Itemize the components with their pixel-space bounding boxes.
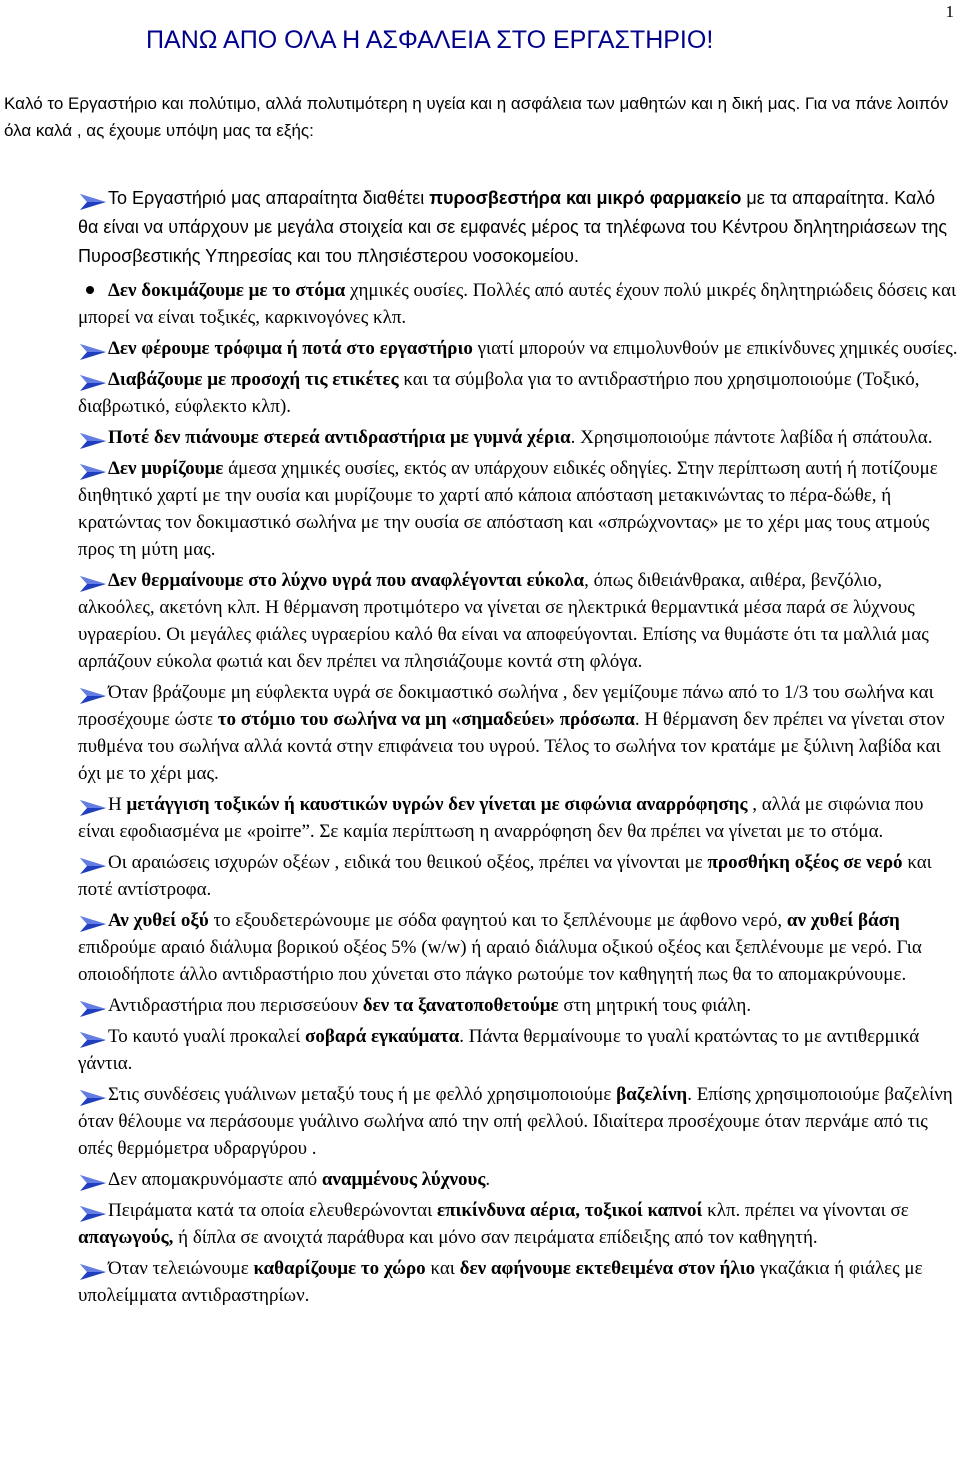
safety-rules-list: [78, 184, 958, 1313]
rule-text: χημικές ουσίες. Πολλές από αυτές έχουν πολύ μικρές δηλητηριώδεις δόσεις και μπορεί να είναι τοξικές, καρκινογόνες κλπ.: [78, 280, 957, 328]
rule-emphasis: πυροσβεστήρα και μικρό φαρμακείο: [429, 188, 742, 208]
rule-emphasis: αναμμένους λύχνους: [321, 1169, 486, 1190]
arrow-bullet-icon: [80, 1087, 106, 1114]
rule-text: Αντιδραστήρια που περισσεύουν: [108, 995, 363, 1016]
arrow-bullet-icon: [80, 372, 106, 399]
rule-text: Πειράματα κατά τα οποία ελευθερώνονται: [108, 1200, 437, 1221]
arrow-bullet-icon: [80, 1172, 106, 1199]
arrow-bullet-icon: [80, 685, 106, 712]
rule-text: . Επίσης χρησιμοποιούμε βαζελίνη όταν θέλουμε να περάσουμε γυάλινο σωλήνα από την οπή φελλού. Ιδιαίτερα προσέχουμε όταν περνάμε από τις οπές θερμόμετρα υδραργύρου .: [78, 1084, 953, 1159]
safety-rule-item: [78, 1166, 958, 1193]
rule-emphasis: προσθήκη οξέος σε νερό: [707, 852, 903, 873]
safety-rule-item: [78, 424, 958, 451]
arrow-bullet-icon: [80, 797, 106, 824]
arrow-bullet-icon: [80, 998, 106, 1025]
arrow-bullet-icon: [80, 461, 106, 488]
safety-rule-item: [78, 1081, 958, 1162]
rule-text: Όταν βράζουμε μη εύφλεκτα υγρά σε δοκιμαστικό σωλήνα , δεν γεμίζουμε πάνω από το 1/3 του σωλήνα και προσέχουμε ώστε: [78, 682, 934, 730]
rule-text: Δεν απομακρυνόμαστε από: [108, 1169, 322, 1190]
arrow-bullet-icon: [80, 1029, 106, 1056]
safety-rule-item: [78, 184, 958, 271]
safety-rule-item: [78, 567, 958, 675]
safety-rule-item: [78, 849, 958, 903]
rule-text: Στις συνδέσεις γυάλινων μεταξύ τους ή με φελλό χρησιμοποιούμε: [108, 1084, 617, 1105]
page-number: 1: [945, 2, 954, 21]
safety-rule-item: [78, 455, 958, 563]
rule-text: . Χρησιμοποιούμε πάντοτε λαβίδα ή σπάτουλα.: [570, 427, 933, 448]
safety-rule-item: [78, 277, 958, 331]
rule-text: .: [485, 1169, 491, 1190]
rule-text: , όπως διθειάνθρακα, αιθέρα, βενζόλιο, αλκοόλες, ακετόνη κλπ. Η θέρμανση προτιμότερο να γίνεται σε ηλεκτρικά θερμαντικά μέσα παρά σε λύχνους υγραερίου. Οι μεγάλες φιάλες υγραερίου καλό θα είναι να αποφεύγονται. Επίσης να θυμάστε ότι τα μαλλιά μας αρπάζουν εύκολα φωτιά και δεν πρέπει να πλησιάζουμε κοντά στη φλόγα.: [78, 570, 929, 672]
arrow-bullet-icon: [80, 1261, 106, 1288]
rule-text: Οι αραιώσεις ισχυρών οξέων , ειδικά του θειικού οξέος, πρέπει να γίνονται με: [108, 852, 708, 873]
page-title: ΠΑΝΩ ΑΠΟ ΟΛΑ Η ΑΣΦΑΛΕΙΑ ΣΤΟ ΕΡΓΑΣΤΗΡΙΟ!: [146, 26, 714, 54]
safety-rule-item: [78, 335, 958, 362]
rule-text: γκαζάκια ή φιάλες με υπολείμματα αντιδραστηρίων.: [78, 1258, 923, 1306]
rule-emphasis: Δεν δοκιμάζουμε με το στόμα: [108, 280, 346, 301]
safety-rule-item: [78, 992, 958, 1019]
safety-rule-item: [78, 679, 958, 787]
rule-text: Το καυτό γυαλί προκαλεί: [108, 1026, 306, 1047]
dot-bullet-icon: [86, 286, 94, 294]
rule-text: , αλλά με σιφώνια που είναι εφοδιασμένα με «poirre”. Σε καμία περίπτωση η αναρρόφηση δεν θα πρέπει να γίνεται με το στόμα.: [78, 794, 924, 842]
rule-text: με τα απαραίτητα. Καλό θα είναι να υπάρχουν με μεγάλα στοιχεία και σε εμφανές μέρος τα τηλέφωνα του Κέντρου δηλητηριάσεων της Πυροσβεστικής Υπηρεσίας και του πλησιέστερου νοσοκομείου.: [78, 188, 948, 266]
rule-emphasis: επικίνδυνα αέρια, τοξικοί καπνοί: [436, 1200, 703, 1221]
rule-text: και ποτέ αντίστροφα.: [78, 852, 932, 900]
rule-text: ή δίπλα σε ανοιχτά παράθυρα και μόνο σαν πειράματα επίδειξης από τον καθηγητή.: [173, 1227, 818, 1248]
arrow-bullet-icon: [80, 913, 106, 940]
safety-rule-item: [78, 907, 958, 988]
rule-text: άμεσα χημικές ουσίες, εκτός αν υπάρχουν ειδικές οδηγίες. Στην περίπτωση αυτή ή ποτίζουμε διηθητικό χαρτί με την ουσία και μυρίζουμε το χαρτί από κάποια απόσταση μετακινώντας το πέρα-δώθε, ή κρατώντας τον δοκιμαστικό σωλήνα με την ουσία σε απόσταση και «σπρώχνοντας» με το χέρι μας τους ατμούς προς τη μύτη μας.: [78, 458, 938, 560]
safety-rule-item: [78, 1197, 958, 1251]
rule-text: το εξουδετερώνουμε με σόδα φαγητού και το ξεπλένουμε με άφθονο νερό,: [208, 910, 787, 931]
safety-rule-item: [78, 366, 958, 420]
rule-emphasis: αν χυθεί βάση: [786, 910, 900, 931]
arrow-bullet-icon: [80, 855, 106, 882]
rule-text: κλπ. πρέπει να γίνονται σε: [702, 1200, 909, 1221]
safety-rule-item: [78, 791, 958, 845]
rule-text: και τα σύμβολα για το αντιδραστήριο που χρησιμοποιούμε (Τοξικό, διαβρωτικό, εύφλεκτο κλπ).: [78, 369, 920, 417]
rule-emphasis: Αν χυθεί οξύ: [108, 910, 209, 931]
arrow-bullet-icon: [80, 1203, 106, 1230]
rule-emphasis: απαγωγούς,: [78, 1227, 174, 1248]
arrow-bullet-icon: [80, 573, 106, 600]
rule-text: Όταν τελειώνουμε: [108, 1258, 254, 1279]
rule-emphasis: σοβαρά εγκαύματα: [305, 1026, 460, 1047]
rule-text: . Πάντα θερμαίνουμε το γυαλί κρατώντας το με αντιθερμικά γάντια.: [78, 1026, 920, 1074]
rule-text: και: [425, 1258, 460, 1279]
rule-text: επιδρούμε αραιό διάλυμα βορικού οξέος 5% (w/w) ή αραιό διάλυμα οξικού οξέος και ξεπλένουμε με νερό. Για οποιοδήποτε άλλο αντιδραστήριο που χύνεται στο πάγκο ρωτούμε τον καθηγητή πως θα το απομακρύνουμε.: [78, 937, 922, 985]
arrow-bullet-icon: [80, 341, 106, 368]
rule-text: Η: [108, 794, 127, 815]
rule-emphasis: το στόμιο του σωλήνα να μη «σημαδεύει» πρόσωπα: [217, 709, 635, 730]
arrow-bullet-icon: [80, 430, 106, 457]
arrow-bullet-icon: [80, 190, 106, 219]
safety-rule-item: [78, 1255, 958, 1309]
rule-emphasis: Δεν μυρίζουμε: [108, 458, 224, 479]
rule-emphasis: Ποτέ δεν πιάνουμε στερεά αντιδραστήρια με γυμνά χέρια: [108, 427, 571, 448]
rule-emphasis: δεν τα ξανατοποθετούμε: [362, 995, 559, 1016]
rule-text: στη μητρική τους φιάλη.: [558, 995, 752, 1016]
rule-emphasis: δεν αφήνουμε εκτεθειμένα στον ήλιο: [459, 1258, 756, 1279]
rule-emphasis: Διαβάζουμε με προσοχή τις ετικέτες: [108, 369, 399, 390]
safety-rule-item: [78, 1023, 958, 1077]
rule-emphasis: μετάγγιση τοξικών ή καυστικών υγρών δεν γίνεται με σιφώνια αναρρόφησης: [126, 794, 748, 815]
rule-emphasis: Δεν φέρουμε τρόφιμα ή ποτά στο εργαστήριο: [108, 338, 473, 359]
rule-text: Το Εργαστήριό μας απαραίτητα διαθέτει: [108, 188, 430, 208]
rule-emphasis: καθαρίζουμε το χώρο: [253, 1258, 426, 1279]
rule-emphasis: Δεν θερμαίνουμε στο λύχνο υγρά που αναφλέγονται εύκολα: [108, 570, 585, 591]
rule-emphasis: βαζελίνη: [616, 1084, 688, 1105]
intro-paragraph: Καλό το Εργαστήριο και πολύτιμο, αλλά πολυτιμότερη η υγεία και η ασφάλεια των μαθητών και η δική μας. Για να πάνε λοιπόν όλα καλά , ας έχουμε υπόψη μας τα εξής:: [4, 94, 949, 140]
rule-text: . Η θέρμανση δεν πρέπει να γίνεται στον πυθμένα του σωλήνα αλλά κοντά στην επιφάνεια του υγρού. Τέλος το σωλήνα τον κρατάμε με ξύλινη λαβίδα και όχι με το χέρι μας.: [78, 709, 945, 784]
rule-text: γιατί μπορούν να επιμολυνθούν με επικίνδυνες χημικές ουσίες.: [472, 338, 958, 359]
